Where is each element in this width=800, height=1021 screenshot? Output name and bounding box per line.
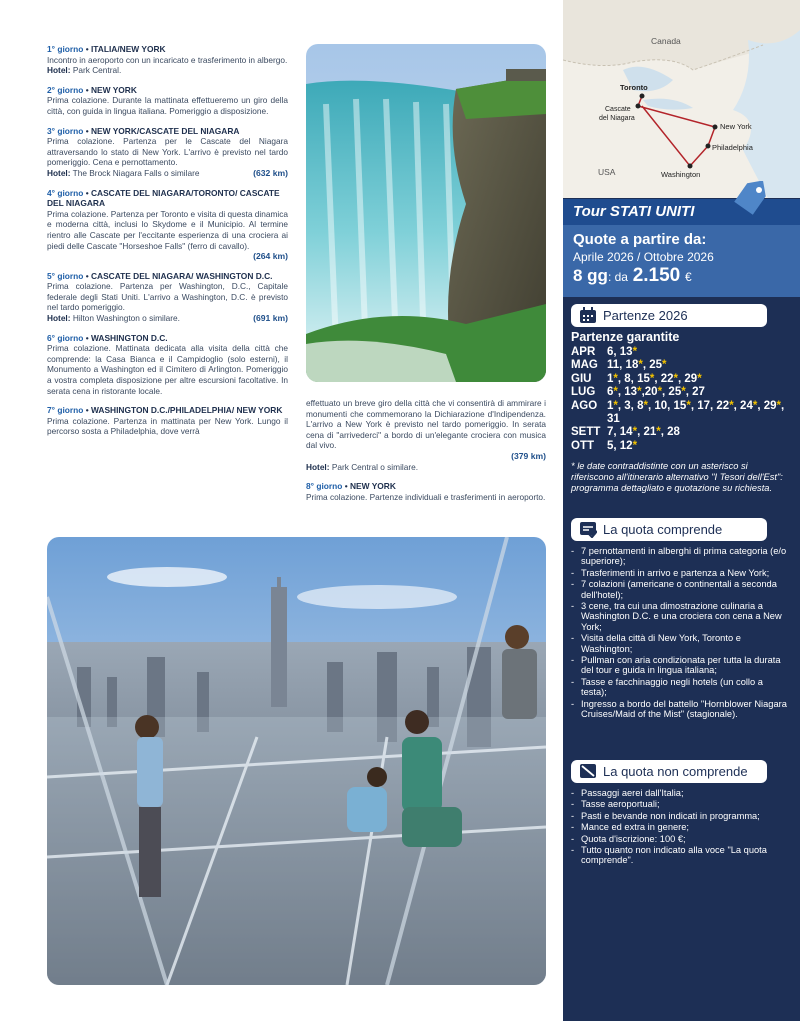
departure-days: 11, 18*, 25* [607, 359, 667, 372]
day-8-number: 8° giorno [306, 481, 343, 492]
departure-row [571, 359, 792, 372]
includes-item: - 7 pernottamenti in alberghi di prima categoria (e/o superiore); [571, 546, 789, 567]
price-label: Quote a partire da: [573, 231, 707, 248]
excludes-item: - Quota d'iscrizione: 100 €; [571, 834, 789, 844]
hotel-name: The Brock Niagara Falls o similare [72, 167, 200, 178]
day-hotel-line [47, 251, 288, 262]
departure-month: OTT [571, 439, 594, 452]
departure-row [571, 373, 792, 386]
excludes-item: - Passaggi aerei dall'Italia; [571, 788, 789, 798]
hotel-name: Hilton Washington o similare. [72, 313, 180, 324]
day-km: (691 km) [253, 313, 288, 324]
day-7-continuation-text: effettuato un breve giro della città che vi consentirà di ammirare i monumenti che commemorano la Dichiarazione d'Indipendenza. L'arrivo a New York è previsto nel tardo pomeriggio. In serata cena di "arrivederci" a bordo di un'elegante crociera con musica dal vivo. [306, 398, 546, 451]
route-map [563, 0, 800, 198]
hotel-label: Hotel: [47, 65, 71, 76]
includes-header-label: La quota comprende [603, 522, 723, 537]
excludes-item: - Tutto quanto non indicato alla voce "La quota comprende". [571, 845, 789, 866]
departure-month: GIU [571, 372, 592, 385]
departure-month: LUG [571, 386, 596, 399]
day-7-hotel: Park Central o similare. [331, 461, 419, 472]
includes-item: - Ingresso a bordo del battello "Hornblower Niagara Cruises/Maid of the Mist" (stagionale). [571, 699, 789, 720]
map-label-washington: Washington [661, 170, 701, 179]
route-map-svg [563, 0, 800, 198]
includes-list [571, 546, 789, 721]
day-title: WASHINGTON D.C. [90, 332, 168, 343]
day-text: Prima colazione. Partenza per Toronto e visita di questa dinamica e moderna città, inclusi lo Skydome e il Municipio. Al termine rientro alle Cascate per l'eccitante esperienza di una crociera ai piedi delle Cascate "Horseshoe Falls" (ferro di cavallo). [47, 208, 288, 251]
duration: 8 gg [573, 266, 608, 285]
departure-row [571, 386, 792, 399]
excludes-item: - Mance ed extra in genere; [571, 822, 789, 832]
departures-table [571, 346, 792, 453]
includes-item: - 7 colazioni (americane o continentali a seconda dell'hotel); [571, 579, 789, 600]
day-text: Prima colazione. Durante la mattinata effettueremo un giro della città, con guida in lingua italiana. Pomeriggio a disposizione. [47, 95, 288, 116]
day-1: 1° giorno • ITALIA/NEW YORK Incontro in aeroporto con un incaricato e trasferimento in albergo. Hotel: Park Central. [47, 44, 288, 76]
includes-item: - Tasse e facchinaggio negli hotels (un collo a testa); [571, 677, 789, 698]
price-from: : da [607, 270, 628, 284]
departure-days: 5, 12* [607, 439, 638, 452]
price-line [573, 265, 800, 287]
day-km: (264 km) [253, 251, 288, 262]
departures-header-label: Partenze 2026 [603, 308, 688, 323]
includes-item: - Trasferimenti in arrivo e partenza a New York; [571, 568, 789, 578]
includes-header [571, 518, 767, 541]
day-text: Prima colazione. Partenza per Washington, D.C., Capitale federale degli Stati Uniti. L'arrivo a Washington, D.C. è previsto nel tardo pomeriggio. [47, 281, 288, 313]
itinerary-continuation [306, 398, 546, 511]
map-label-newyork: New York [720, 122, 752, 131]
day-text: Prima colazione. Partenza per le Cascate del Niagara attraversando lo stato di New York. L'arrivo è previsto nel tardo pomeriggio. Cena e pernottamento. [47, 136, 288, 168]
niagara-falls-photo [306, 44, 546, 382]
day-text: Incontro in aeroporto con un incaricato e trasferimento in albergo. [47, 54, 288, 65]
departure-month: MAG [571, 359, 598, 372]
day-8: 8° giorno • NEW YORK Prima colazione. Partenze individuali e trasferimenti in aeroporto. [306, 481, 546, 502]
price-currency: € [684, 270, 692, 284]
departure-row [571, 440, 792, 453]
day-5: 5° giorno • CASCATE DEL NIAGARA/ WASHINGTON D.C. Prima colazione. Partenza per Washington, D.C., Capitale federale degli Stati Uniti. L'arrivo a Washington, D.C. è previsto nel tardo pomeriggio. Hotel: Hilton Washington o similare. (691 km) [47, 270, 288, 324]
map-label-usa: USA [598, 167, 616, 177]
calendar-icon [579, 307, 597, 324]
tour-title-bar [563, 199, 800, 225]
includes-item: - Visita della città di New York, Toronto e Washington; [571, 633, 789, 654]
day-number: 5° giorno [47, 270, 84, 281]
day-hotel-line [47, 65, 288, 76]
departures-title: Partenze garantite [571, 330, 680, 344]
excludes-item: - Pasti e bevande non indicati in programma; [571, 811, 789, 821]
skydeck-photo [47, 537, 546, 985]
day-title: NEW YORK [90, 84, 137, 95]
day-title: WASHINGTON D.C./PHILADELPHIA/ NEW YORK [90, 405, 283, 416]
departure-days: 6*, 13*,20*, 25*, 27 [607, 386, 705, 399]
excludes-item: - Tasse aeroportuali; [571, 799, 789, 809]
day-8-title: NEW YORK [349, 481, 396, 492]
day-km: (632 km) [253, 167, 288, 178]
map-label-toronto: Toronto [620, 83, 648, 92]
day-title: CASCATE DEL NIAGARA/ WASHINGTON D.C. [90, 270, 273, 281]
excluded-icon [579, 763, 597, 780]
price-tag-icon [730, 181, 770, 217]
checklist-icon [579, 521, 597, 538]
day-3: 3° giorno • NEW YORK/CASCATE DEL NIAGARA Prima colazione. Partenza per le Cascate del Niagara attraversando lo stato di New York. L'arrivo è previsto nel tardo pomeriggio. Cena e pernottamento. Hotel: The Brock Niagara Falls o similare (632 km) [47, 125, 288, 178]
departure-row [571, 400, 792, 427]
day-title: NEW YORK/CASCATE DEL NIAGARA [90, 125, 240, 136]
info-sidebar [563, 0, 800, 1021]
map-label-philadelphia: Philadelphia [712, 143, 753, 152]
day-number: 6° giorno [47, 332, 84, 343]
includes-item: - Pullman con aria condizionata per tutta la durata del tour e guida in lingua italiana; [571, 655, 789, 676]
departure-month: SETT [571, 426, 601, 439]
day-6: 6° giorno • WASHINGTON D.C. Prima colazione. Mattinata dedicata alla visita della città che comprende: la Casa Bianca e il Campidoglio (solo esterni), il Monumento a Washington ed il Cimitero di Arlington. Pomeriggio a vostra completa disposizione per altre escursioni facoltative. In serata cena in ristorante locale. [47, 332, 288, 396]
day-title: ITALIA/NEW YORK [90, 44, 166, 54]
departure-month: APR [571, 346, 596, 358]
departure-days: 1*, 3, 8*, 10, 15*, 17, 22*, 24*, 29*, 31 [607, 399, 785, 426]
excludes-list [571, 788, 789, 867]
day-7-continuation [306, 398, 546, 472]
departures-header [571, 304, 767, 327]
day-number: 3° giorno [47, 125, 84, 136]
map-label-niagara-2: del Niagara [599, 115, 635, 122]
asterisk-note: * le date contraddistinte con un asterisco si riferiscono all'itinerario alternativo "I Tesori dell'Est": programma dettagliato e quotazione su richiesta. [571, 461, 783, 493]
price-block [563, 225, 800, 297]
price-dates: Aprile 2026 / Ottobre 2026 [573, 250, 714, 264]
departure-month: AGO [571, 399, 598, 412]
day-text: Prima colazione. Partenza in mattinata per New York. Lungo il percorso sosta a Philadelphia, dove verrà [47, 415, 288, 437]
day-number: 1° giorno [47, 44, 84, 54]
price-value: 2.150 [632, 265, 681, 286]
day-7: 7° giorno • WASHINGTON D.C./PHILADELPHIA/ NEW YORK Prima colazione. Partenza in mattinata per New York. Lungo il percorso sosta a Philadelphia, dove verrà [47, 405, 288, 437]
day-hotel-line [47, 313, 288, 324]
day-number: 4° giorno [47, 187, 84, 198]
includes-item: - 3 cene, tra cui una dimostrazione culinaria a Washington D.C. e una crociera con cena a New York; [571, 601, 789, 632]
departure-row [571, 346, 792, 359]
day-text: Prima colazione. Mattinata dedicata alla visita della città che comprende: la Casa Bianca e il Campidoglio (solo esterni), il Monumento a Washington ed il Cimitero di Arlington. Pomeriggio a vostra completa disposizione per altre escursioni facoltative. In serata cena in ristorante locale. [47, 343, 288, 396]
departure-days: 1*, 8, 15*, 22*, 29* [607, 372, 702, 385]
day-hotel-line [47, 168, 288, 179]
departure-row [571, 426, 792, 439]
day-7-hotel-label: Hotel: [306, 461, 330, 472]
departure-days: 7, 14*, 21*, 28 [607, 426, 680, 439]
day-2: 2° giorno • NEW YORK Prima colazione. Durante la mattinata effettueremo un giro della città, con guida in lingua italiana. Pomeriggio a disposizione. [47, 84, 288, 116]
hotel-label: Hotel: [47, 313, 71, 324]
day-title: CASCATE DEL NIAGARA/TORONTO/ CASCATE DEL NIAGARA [47, 187, 280, 209]
departure-days: 6, 13* [607, 346, 638, 358]
day-7-km: (379 km) [511, 450, 546, 461]
day-number: 2° giorno [47, 84, 84, 95]
map-label-canada: Canada [651, 36, 681, 46]
day-4: 4° giorno • CASCATE DEL NIAGARA/TORONTO/ CASCATE DEL NIAGARA Prima colazione. Partenza per Toronto e visita di questa dinamica e moderna città, inclusi lo Skydome e il Municipio. Al termine rientro alle Cascate per l'eccitante esperienza di una crociera ai piedi delle Cascate "Horseshoe Falls" (ferro di cavallo). (264 km) [47, 187, 288, 262]
hotel-name: Park Central. [72, 65, 122, 76]
map-label-niagara-1: Cascate [605, 106, 631, 113]
day-8-text: Prima colazione. Partenze individuali e trasferimenti in aeroporto. [306, 491, 546, 502]
excludes-header-label: La quota non comprende [603, 764, 748, 779]
itinerary-column [47, 44, 288, 446]
day-number: 7° giorno [47, 405, 84, 416]
hotel-label: Hotel: [47, 167, 71, 178]
tour-title: Tour STATI UNITI [573, 203, 695, 220]
excludes-header [571, 760, 767, 783]
